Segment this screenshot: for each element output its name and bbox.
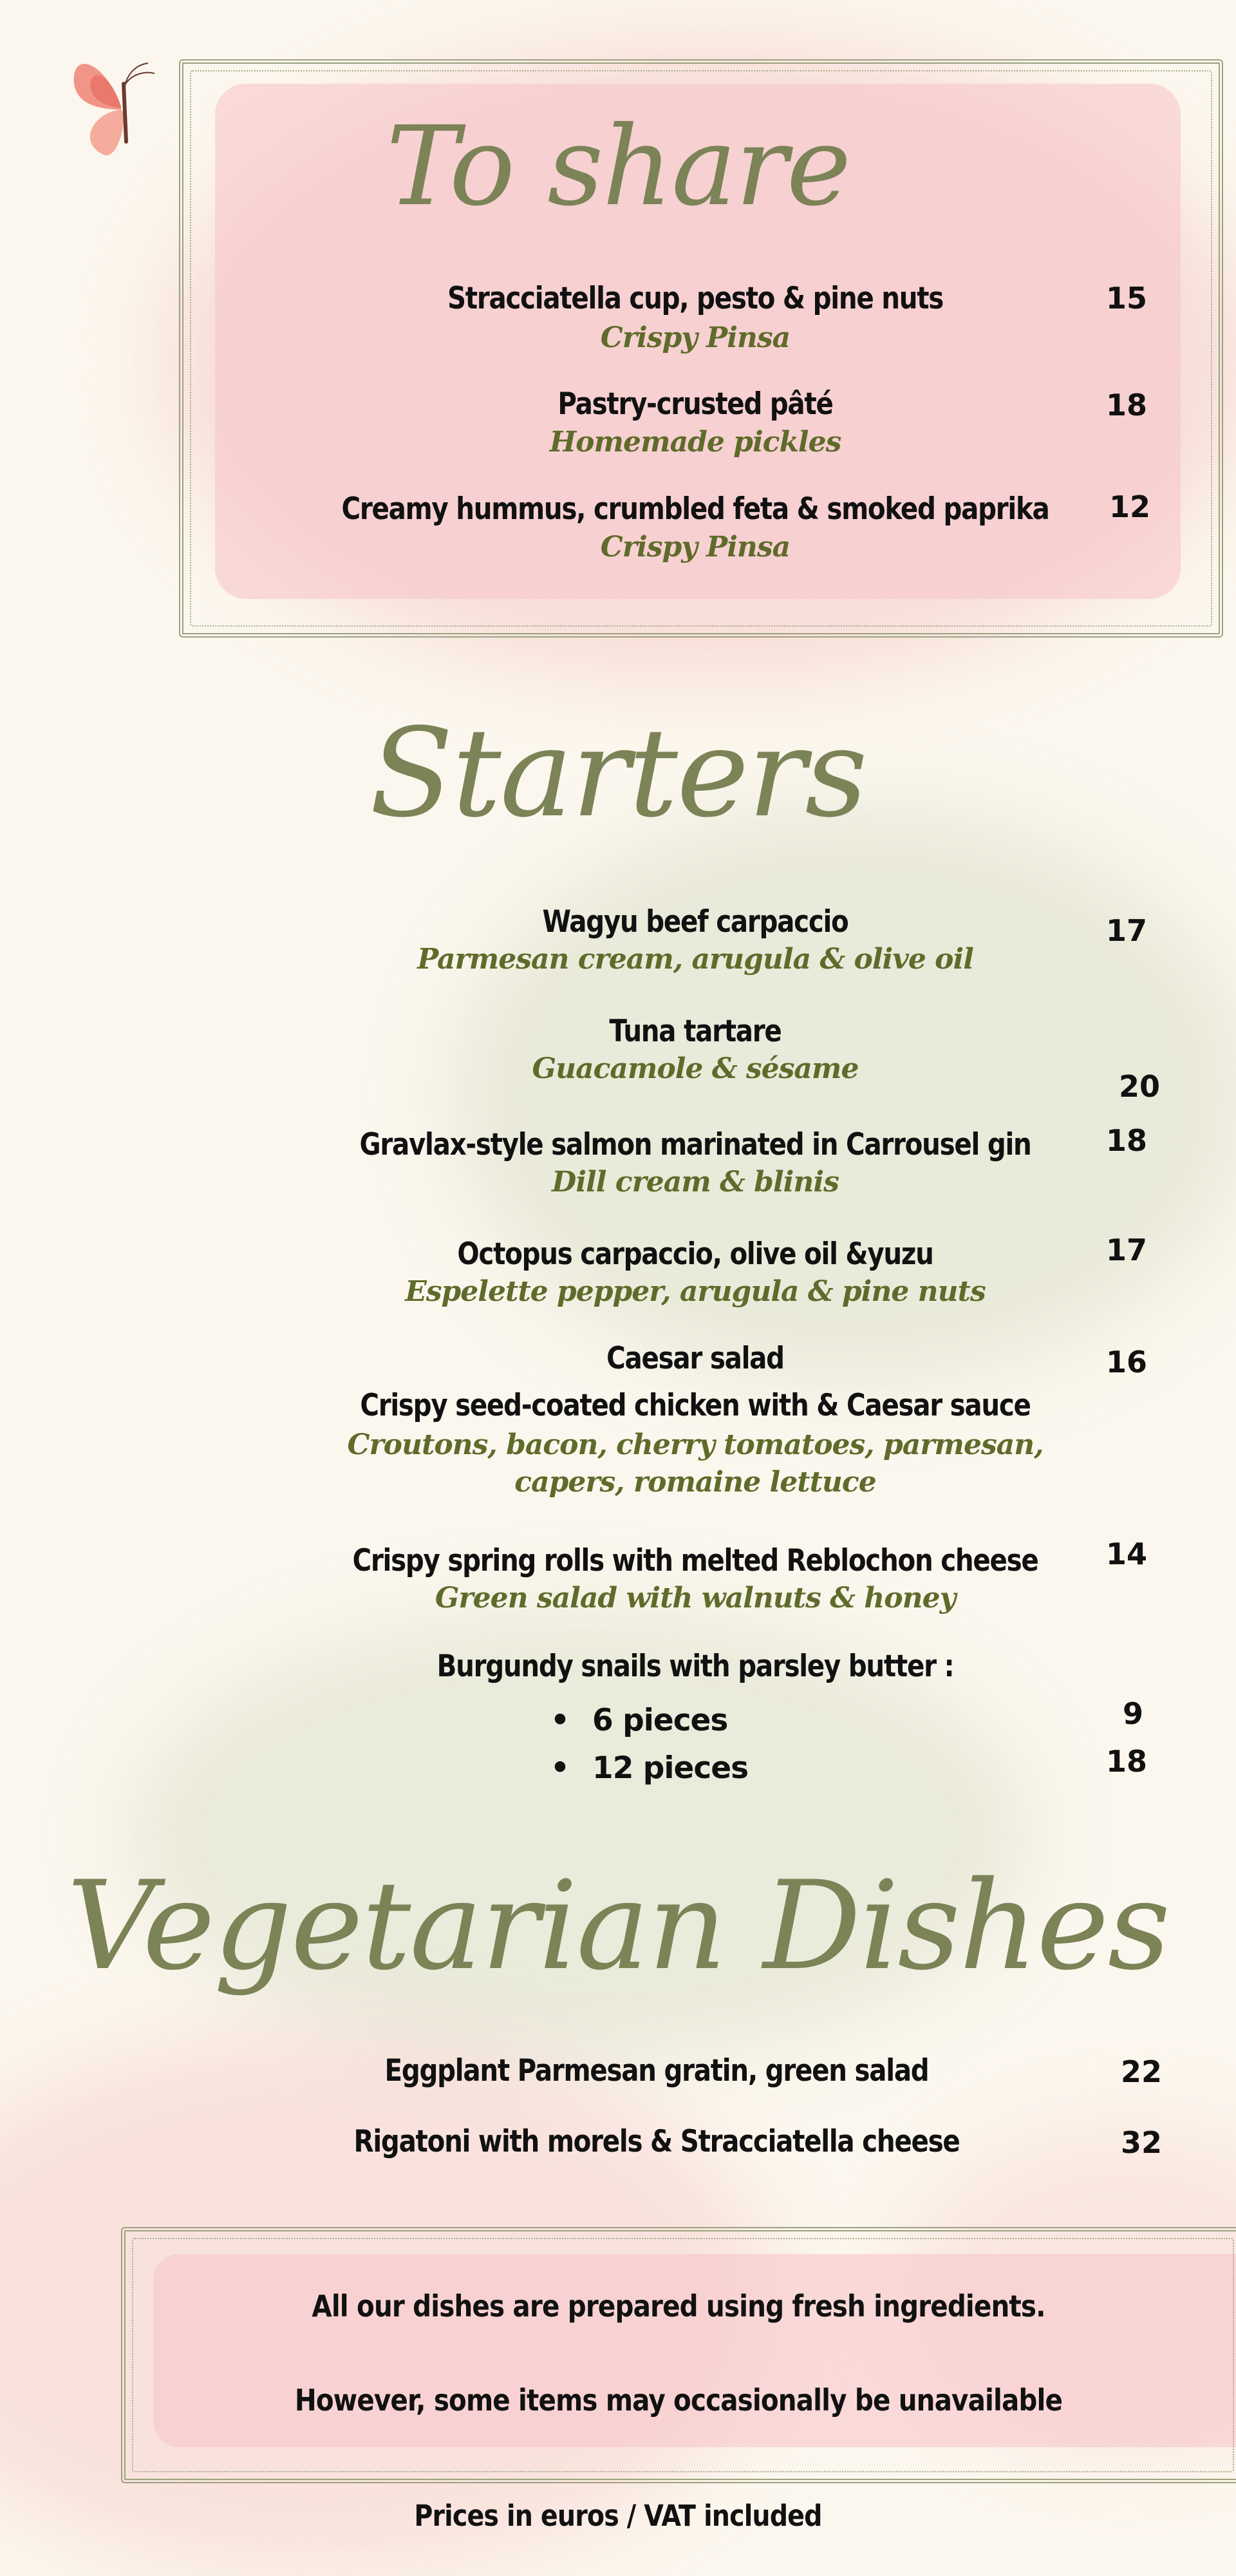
starter-item-detail: capers, romaine lettuce <box>514 1466 876 1499</box>
vegetarian-item-name: Eggplant Parmesan gratin, green salad <box>384 2053 929 2088</box>
starter-item-name: Gravlax-style salmon marinated in Carrousel gin <box>359 1127 1031 1162</box>
starter-item-price: 17 <box>1105 1233 1147 1267</box>
share-item-name: Pastry-crusted pâté <box>557 386 833 422</box>
snails-option: • 12 pieces <box>592 1750 748 1786</box>
starter-item-price: 18 <box>1105 1123 1147 1158</box>
vegetarian-item-price: 22 <box>1120 2054 1162 2089</box>
starter-item-name: Tuna tartare <box>609 1014 782 1049</box>
prices-footer: Prices in euros / VAT included <box>414 2499 822 2533</box>
share-item-detail: Homemade pickles <box>549 426 841 459</box>
share-item-detail: Crispy Pinsa <box>600 321 791 354</box>
share-item-detail: Crispy Pinsa <box>600 531 791 564</box>
notes-vine-frame <box>121 2227 1236 2483</box>
starter-item-name: Caesar salad <box>606 1341 784 1376</box>
starter-item-detail: Green salad with walnuts & honey <box>435 1582 956 1615</box>
share-item-price: 12 <box>1109 489 1150 524</box>
starter-item-detail: Espelette pepper, arugula & pine nuts <box>405 1275 986 1308</box>
starter-item-price: 17 <box>1105 913 1147 948</box>
share-item-price: 15 <box>1105 281 1147 316</box>
starter-item-price: 14 <box>1105 1537 1147 1571</box>
snails-option: • 6 pieces <box>592 1703 727 1738</box>
note-availability: However, some items may occasionally be unavailable <box>294 2383 1063 2418</box>
starter-item-detail: Dill cream & blinis <box>552 1166 839 1198</box>
starter-item-detail: Guacamole & sésame <box>532 1052 859 1085</box>
starter-item-detail: Parmesan cream, arugula & olive oil <box>417 943 973 976</box>
share-item-name: Stracciatella cup, pesto & pine nuts <box>447 281 944 316</box>
section-title-share: To share <box>386 103 850 231</box>
section-title-vegetarian: Vegetarian Dishes <box>66 1855 1170 1997</box>
snails-option-price: 18 <box>1105 1744 1147 1779</box>
starter-item-price: 16 <box>1105 1345 1147 1379</box>
vegetarian-item-price: 32 <box>1120 2125 1162 2160</box>
starter-item-name: Crispy seed-coated chicken with & Caesar sauce <box>360 1388 1031 1423</box>
note-fresh-ingredients: All our dishes are prepared using fresh ingredients. <box>312 2289 1045 2324</box>
snails-option-price: 9 <box>1122 1696 1143 1731</box>
starter-item-price: 20 <box>1118 1069 1160 1104</box>
starter-item-name: Octopus carpaccio, olive oil &yuzu <box>457 1236 933 1272</box>
section-title-starters: Starters <box>370 702 866 844</box>
vegetarian-item-name: Rigatoni with morels & Stracciatella cheese <box>353 2124 960 2159</box>
starter-item-detail: Croutons, bacon, cherry tomatoes, parmesan, <box>347 1428 1044 1461</box>
starter-item-name: Crispy spring rolls with melted Reblochon cheese <box>352 1543 1038 1578</box>
starter-item-name: Burgundy snails with parsley butter : <box>436 1649 954 1684</box>
starter-item-name: Wagyu beef carpaccio <box>542 904 848 940</box>
share-item-name: Creamy hummus, crumbled feta & smoked paprika <box>341 491 1049 527</box>
share-item-price: 18 <box>1105 388 1147 422</box>
